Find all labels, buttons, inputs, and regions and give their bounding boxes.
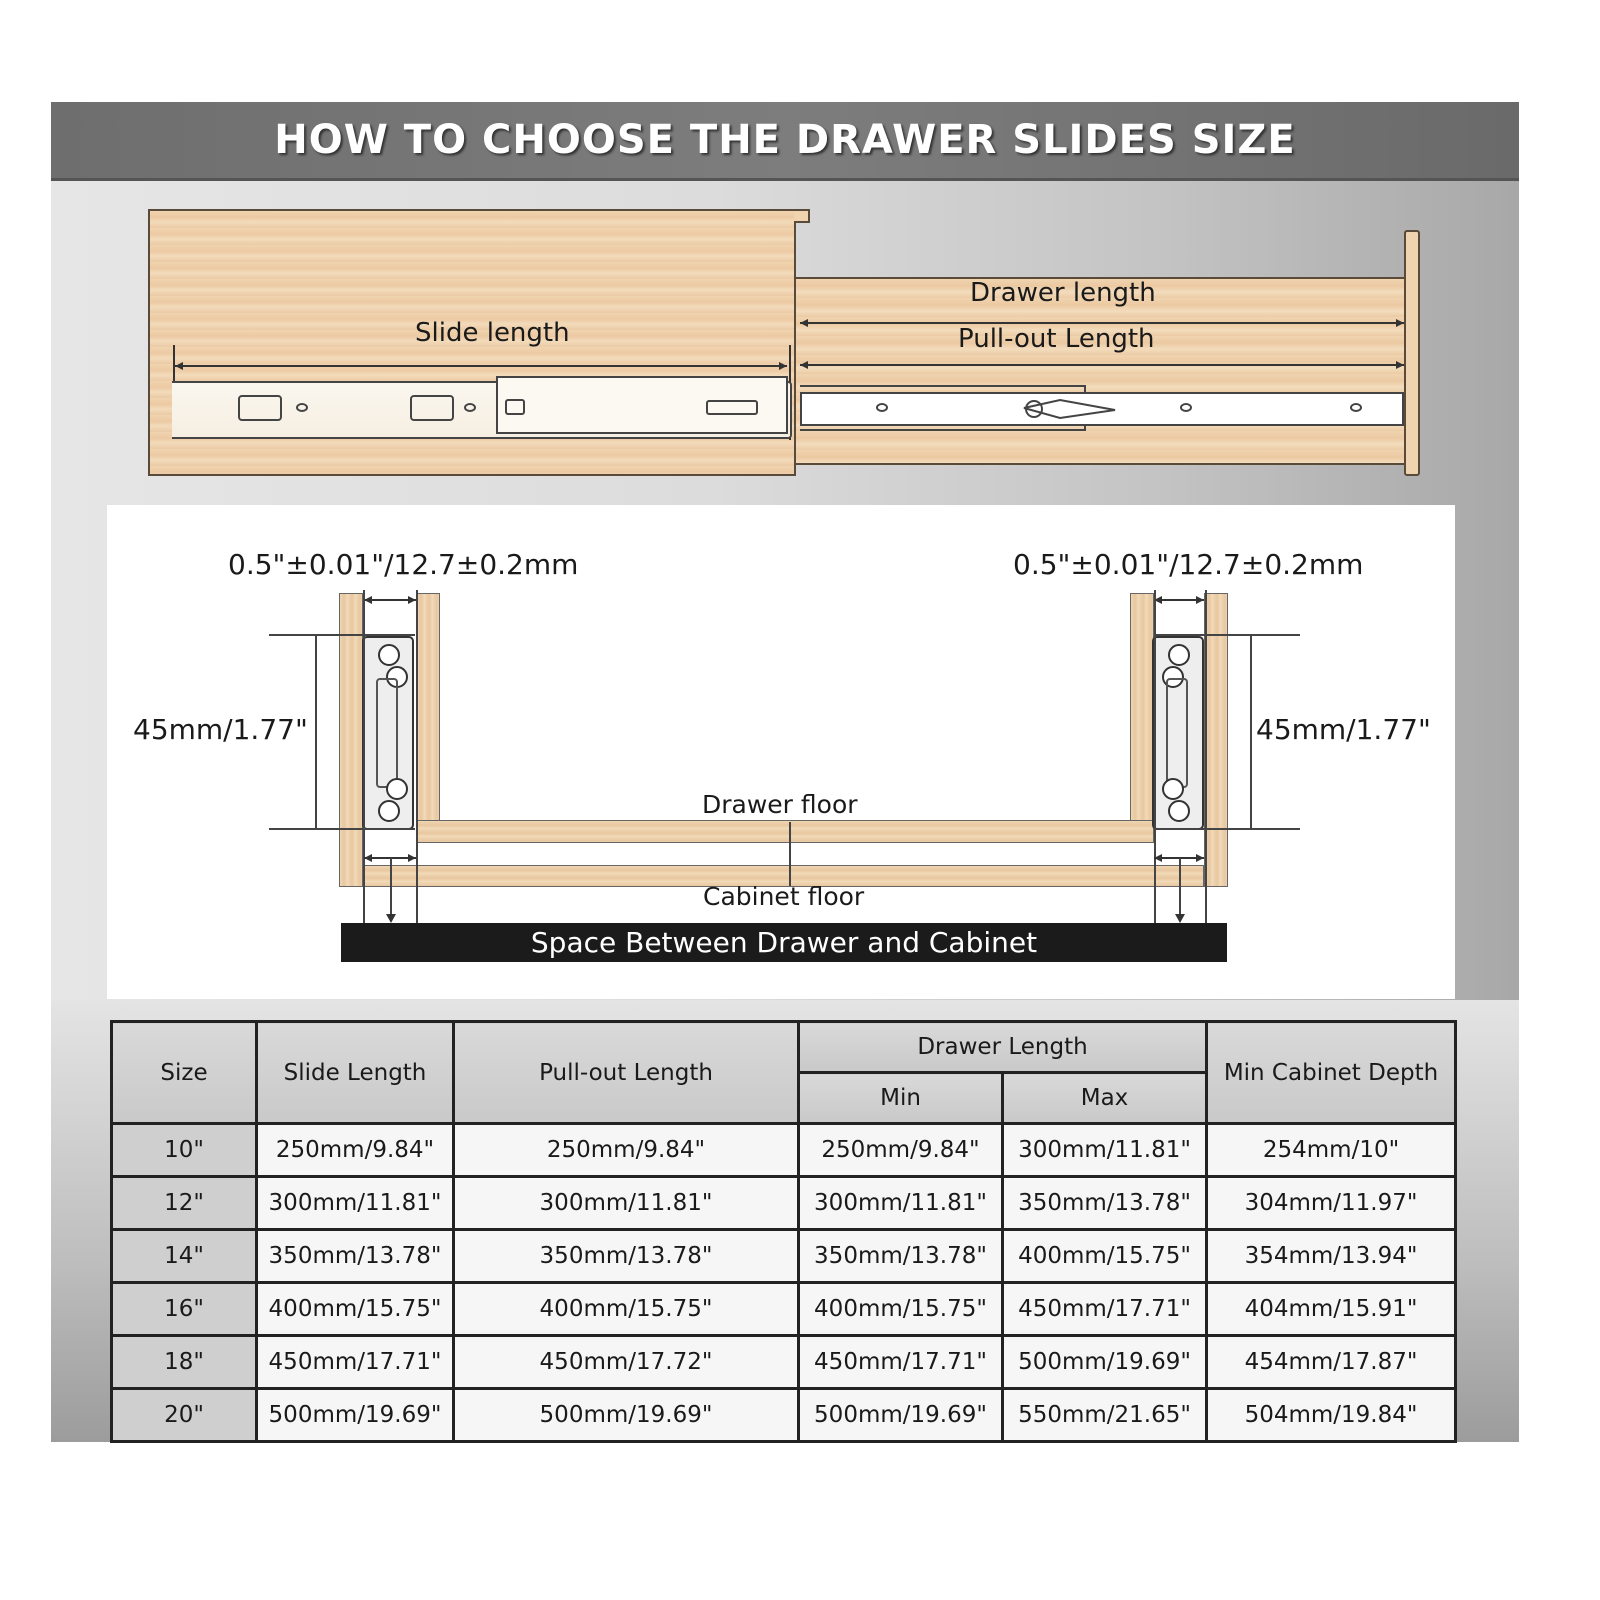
hole-icon (1180, 403, 1192, 412)
hole-icon (1350, 403, 1362, 412)
right-guide-line-outer (1205, 590, 1207, 923)
right-slide-profile (1152, 636, 1204, 830)
release-lever-icon (1020, 394, 1120, 426)
cell-drawer-max: 350mm/13.78" (1003, 1177, 1207, 1230)
left-gap-label: 0.5"±0.01"/12.7±0.2mm (228, 548, 579, 581)
cell-slide-length: 350mm/13.78" (257, 1230, 454, 1283)
mounting-slot-icon (410, 395, 454, 421)
space-banner (341, 923, 1227, 962)
floor-gap-marker (789, 822, 791, 886)
cell-min-cabinet-depth: 304mm/11.97" (1207, 1177, 1456, 1230)
right-arrow-shaft (1179, 858, 1181, 916)
table-row (112, 1336, 1456, 1389)
left-height-bottom-extension (269, 828, 415, 830)
hole-icon (464, 403, 476, 412)
right-arrow-down-icon (1175, 914, 1185, 923)
cell-size: 12" (112, 1177, 257, 1230)
drawer-length-label: Drawer length (970, 278, 1156, 308)
cell-drawer-max: 550mm/21.65" (1003, 1389, 1207, 1442)
pullout-length-dimension-line (800, 364, 1404, 366)
cell-min-cabinet-depth: 504mm/19.84" (1207, 1389, 1456, 1442)
right-height-bottom-extension (1154, 828, 1300, 830)
left-arrow-down-icon (386, 914, 396, 923)
right-cabinet-wall (1204, 593, 1228, 887)
header-pullout-length: Pull-out Length (454, 1022, 799, 1124)
cell-drawer-max: 500mm/19.69" (1003, 1336, 1207, 1389)
header-drawer-min: Min (799, 1073, 1003, 1124)
drawer-front-panel (1404, 230, 1420, 476)
cell-min-cabinet-depth: 454mm/17.87" (1207, 1336, 1456, 1389)
cell-drawer-max: 400mm/15.75" (1003, 1230, 1207, 1283)
square-hole-icon (505, 399, 525, 415)
left-cabinet-wall (339, 593, 363, 887)
left-height-dimension-line (315, 636, 317, 828)
cell-min-cabinet-depth: 354mm/13.94" (1207, 1230, 1456, 1283)
left-height-label: 45mm/1.77" (133, 713, 308, 746)
left-arrow-shaft (390, 858, 392, 916)
cell-drawer-min: 500mm/19.69" (799, 1389, 1003, 1442)
header-size: Size (112, 1022, 257, 1124)
cell-pullout-length: 450mm/17.72" (454, 1336, 799, 1389)
cell-drawer-min: 250mm/9.84" (799, 1124, 1003, 1177)
cabinet-floor-label: Cabinet floor (703, 882, 865, 911)
pullout-length-label: Pull-out Length (958, 324, 1155, 354)
right-height-top-extension (1154, 634, 1300, 636)
drawer-floor-label: Drawer floor (702, 790, 858, 819)
cell-slide-length: 250mm/9.84" (257, 1124, 454, 1177)
cell-size: 18" (112, 1336, 257, 1389)
cell-pullout-length: 400mm/15.75" (454, 1283, 799, 1336)
table-row (112, 1177, 1456, 1230)
cabinet-notch (794, 209, 810, 223)
left-height-top-extension (269, 634, 415, 636)
cell-size: 14" (112, 1230, 257, 1283)
slot-hole-icon (706, 400, 758, 415)
cell-drawer-min: 300mm/11.81" (799, 1177, 1003, 1230)
cell-slide-length: 400mm/15.75" (257, 1283, 454, 1336)
right-drawer-wall (1130, 593, 1154, 843)
cell-drawer-max: 300mm/11.81" (1003, 1124, 1207, 1177)
hole-icon (296, 403, 308, 412)
table-row (112, 1389, 1456, 1442)
left-guide-line-outer (363, 590, 365, 923)
cell-pullout-length: 350mm/13.78" (454, 1230, 799, 1283)
left-slide-profile (362, 636, 414, 830)
page-title: HOW TO CHOOSE THE DRAWER SLIDES SIZE (274, 117, 1296, 163)
right-height-label: 45mm/1.77" (1256, 713, 1431, 746)
cell-slide-length: 300mm/11.81" (257, 1177, 454, 1230)
cell-drawer-min: 450mm/17.71" (799, 1336, 1003, 1389)
table-row (112, 1283, 1456, 1336)
space-banner-text: Space Between Drawer and Cabinet (530, 926, 1038, 959)
mounting-slot-icon (238, 395, 282, 421)
cell-size: 16" (112, 1283, 257, 1336)
cell-slide-length: 500mm/19.69" (257, 1389, 454, 1442)
cell-drawer-min: 350mm/13.78" (799, 1230, 1003, 1283)
drawer-floor (416, 820, 1154, 843)
size-spec-table (110, 1020, 1457, 1443)
cell-pullout-length: 300mm/11.81" (454, 1177, 799, 1230)
right-height-dimension-line (1250, 636, 1252, 828)
cell-pullout-length: 500mm/19.69" (454, 1389, 799, 1442)
cell-size: 10" (112, 1124, 257, 1177)
right-guide-line-inner (1154, 590, 1156, 923)
slide-length-label: Slide length (415, 318, 570, 348)
hole-icon (876, 403, 888, 412)
cell-min-cabinet-depth: 404mm/15.91" (1207, 1283, 1456, 1336)
header-min-cabinet-depth: Min Cabinet Depth (1207, 1022, 1456, 1124)
left-drawer-wall (416, 593, 440, 843)
header-drawer-length: Drawer Length (799, 1022, 1207, 1073)
cell-drawer-min: 400mm/15.75" (799, 1283, 1003, 1336)
right-gap-dimension-line (1154, 599, 1204, 601)
left-gap-dimension-line (364, 599, 416, 601)
cell-drawer-max: 450mm/17.71" (1003, 1283, 1207, 1336)
cell-pullout-length: 250mm/9.84" (454, 1124, 799, 1177)
right-gap-label: 0.5"±0.01"/12.7±0.2mm (1013, 548, 1364, 581)
slide-length-dimension-line (175, 365, 787, 367)
header-slide-length: Slide Length (257, 1022, 454, 1124)
title-bar (51, 102, 1519, 181)
left-guide-line-inner (416, 590, 418, 923)
header-drawer-max: Max (1003, 1073, 1207, 1124)
cell-slide-length: 450mm/17.71" (257, 1336, 454, 1389)
table-row (112, 1230, 1456, 1283)
table-row (112, 1124, 1456, 1177)
cell-size: 20" (112, 1389, 257, 1442)
cell-min-cabinet-depth: 254mm/10" (1207, 1124, 1456, 1177)
